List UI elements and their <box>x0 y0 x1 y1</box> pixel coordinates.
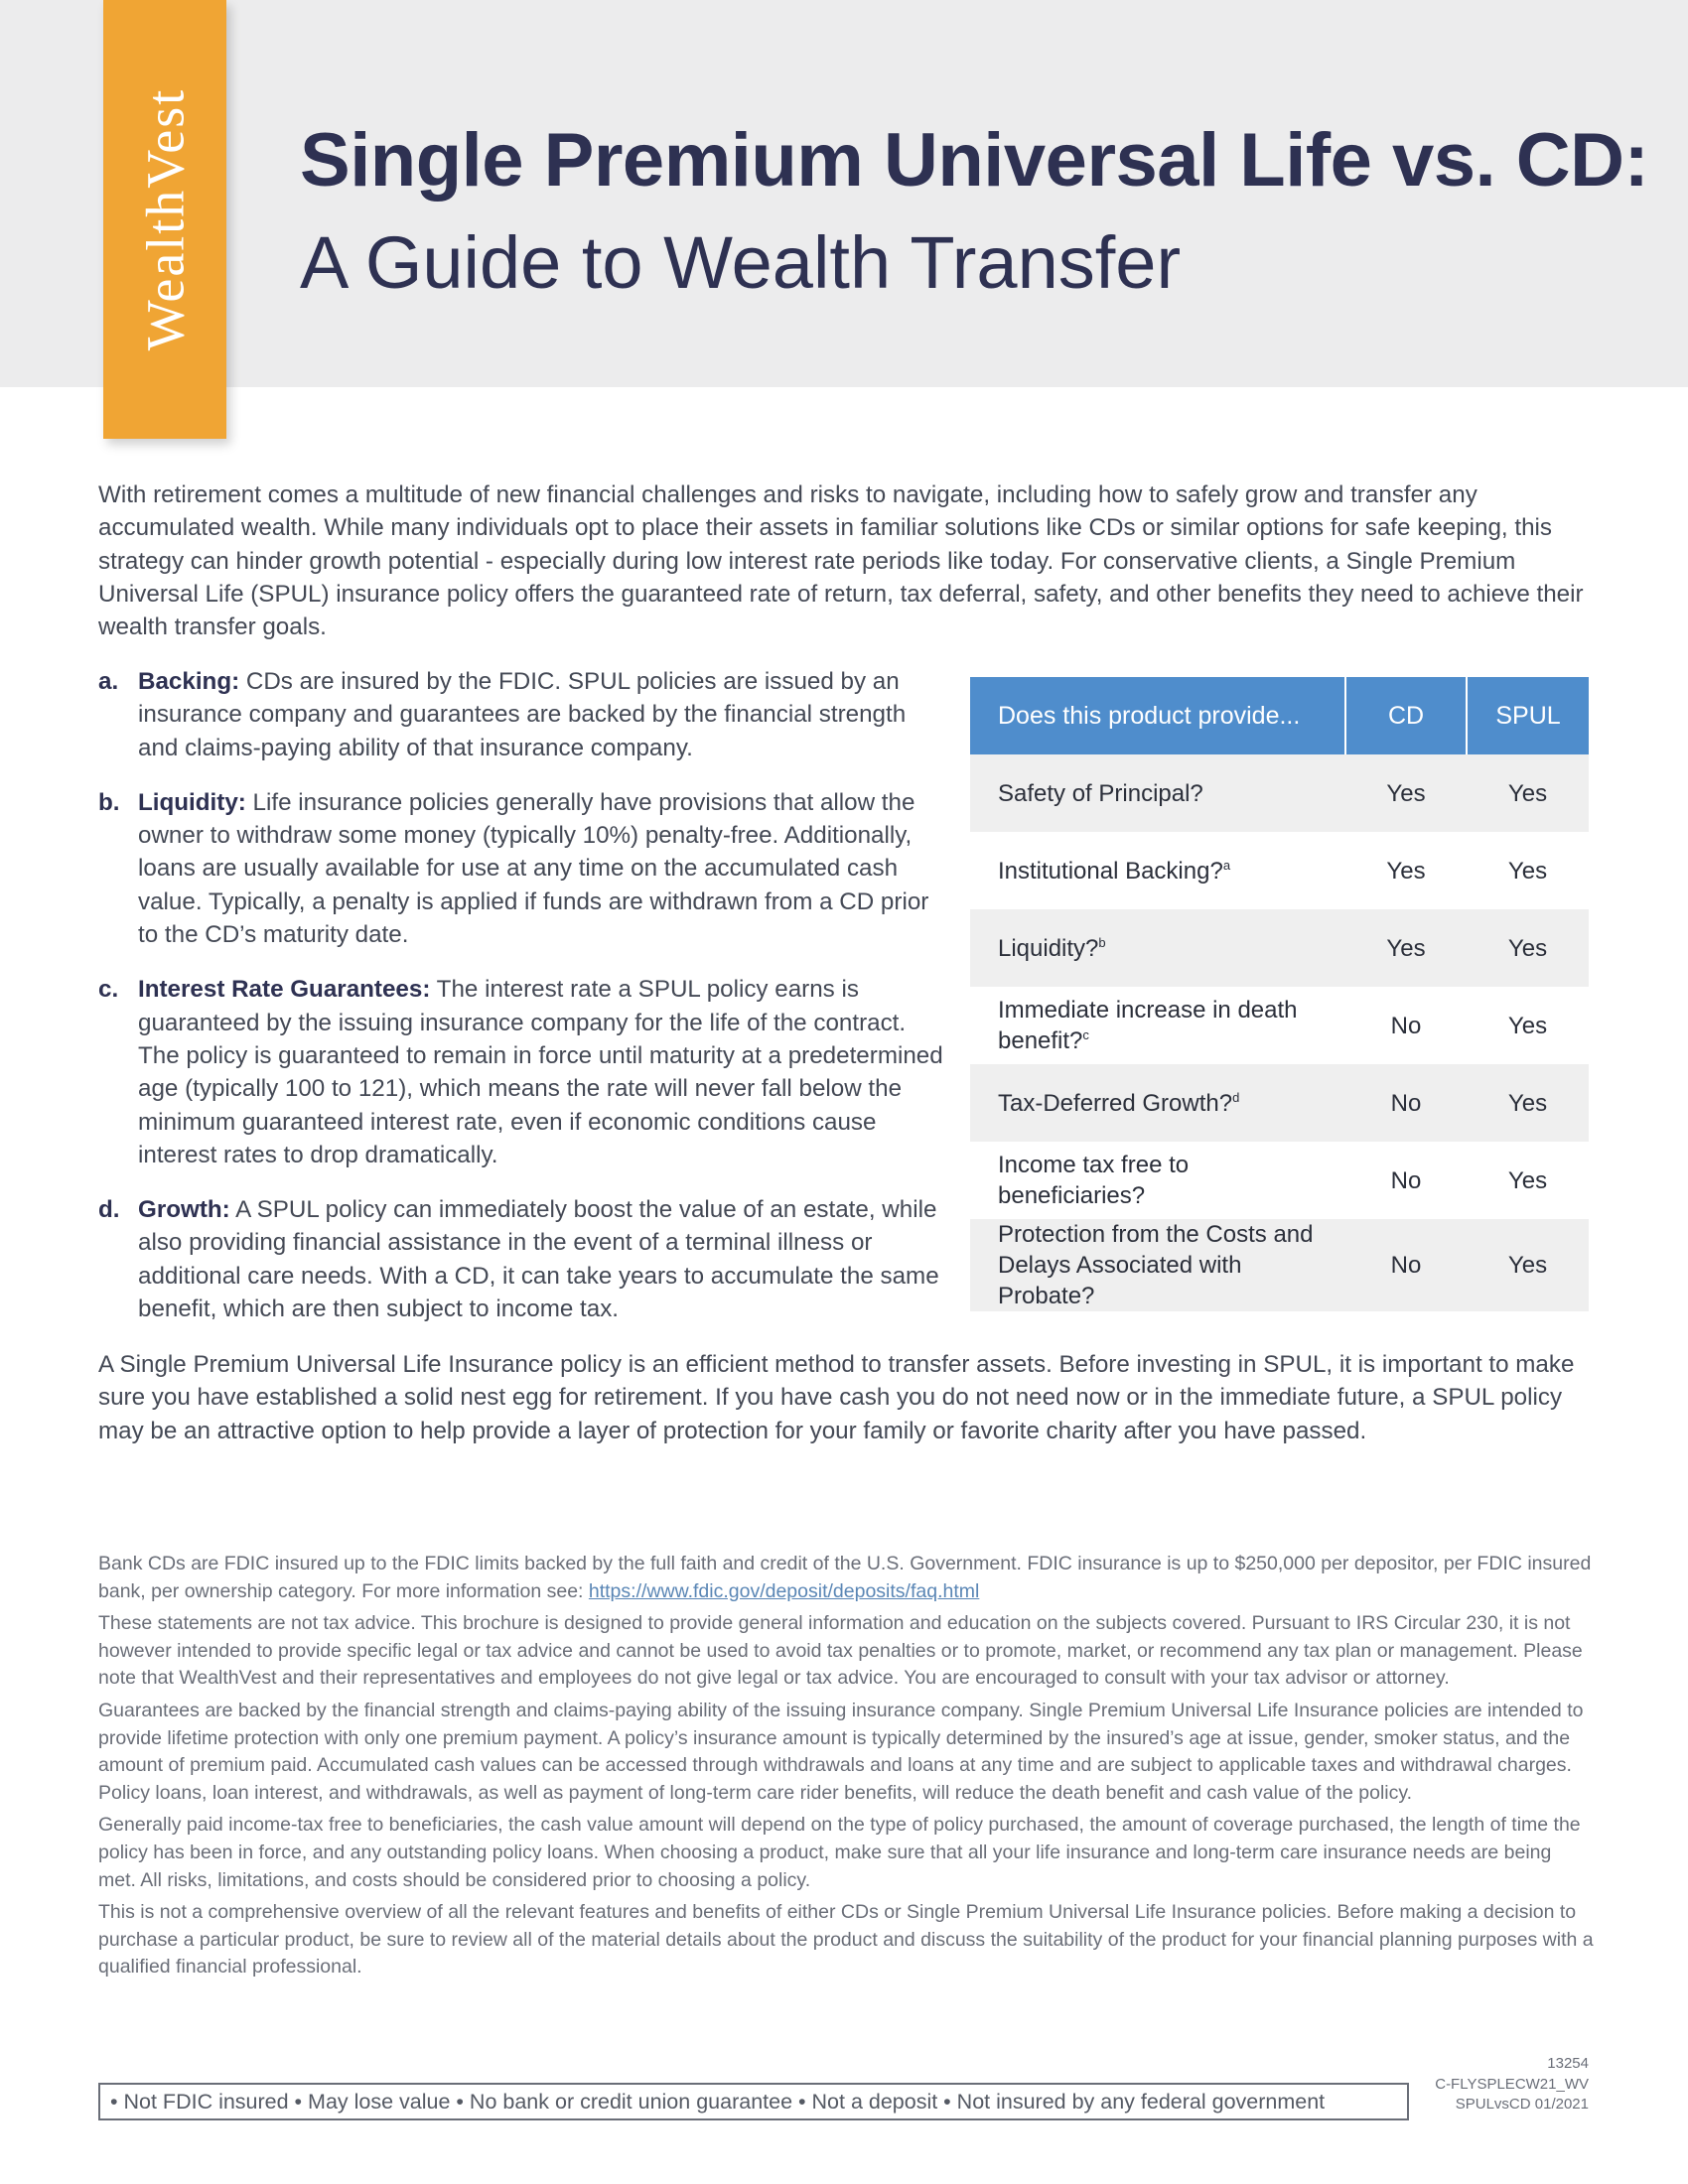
row-question <box>970 987 1345 1064</box>
list-item <box>98 786 948 951</box>
row-question <box>970 832 1345 909</box>
table-row <box>970 1142 1589 1219</box>
footnote-marker: c <box>1082 1027 1089 1042</box>
question-text: Income tax free to beneficiaries? <box>998 1152 1190 1209</box>
spul-value: Yes <box>1507 1012 1548 1039</box>
row-question <box>970 1064 1345 1142</box>
footnote-marker: d <box>1232 1089 1240 1105</box>
spul-value: Yes <box>1507 857 1548 885</box>
closing-paragraph: A Single Premium Universal Life Insurance policy is an efficient method to transfer assets. Before investing in SPUL, it is important to make sure you have established a solid nest egg for retirement. If you have cash you do not need now or in the immediate future, a SPUL policy may be an attractive option to help provide a layer of protection for your family or favorite charity after you have passed. <box>98 1351 1575 1444</box>
list-item-body <box>138 786 948 951</box>
brand-wordmark: WealthVest <box>135 87 195 351</box>
spul-value: Yes <box>1467 1219 1589 1311</box>
question-text: Safety of Principal? <box>998 779 1203 807</box>
question-text: Tax-Deferred Growth? <box>998 1089 1233 1117</box>
spul-value: Yes <box>1507 1166 1548 1194</box>
tax-disclaimer: These statements are not tax advice. This brochure is designed to provide general information and education on the subjects covered. Pursuant to IRS Circular 230, it is not however intended to provide specific legal or tax advice and cannot be used to avoid tax penalties or to promote, market, or recommend any tax plan or management. Please note that WealthVest and their representatives and employees do not give legal or tax advice. You are encouraged to consult with your tax advisor or attorney. <box>98 1612 1583 1690</box>
row-question <box>970 909 1345 987</box>
table-row <box>970 832 1589 909</box>
list-item-lead: Growth: <box>138 1196 230 1224</box>
list-item-lead: Backing: <box>138 668 240 695</box>
list-marker: b. <box>98 788 120 816</box>
overview-disclaimer: This is not a comprehensive overview of all the relevant features and benefits of either CDs or Single Premium Universal Life Insurance policies. Before making a decision to purchase a particular product, be sure to review all of the material details about the product and discuss the suitability of the product for your financial planning purposes with a qualified financial professional. <box>98 1901 1594 1979</box>
intro-paragraph: With retirement comes a multitude of new financial challenges and risks to navigate, including how to safely grow and transfer any accumulated wealth. While many individuals opt to place their assets in familiar solutions like CDs or similar options for safe keeping, this strategy can hinder growth potential - especially during low interest rate periods like today. For conservative clients, a Single Premium Universal Life (SPUL) insurance policy offers the guaranteed rate of return, tax deferral, safety, and other benefits they need to achieve their wealth transfer goals. <box>98 481 1584 641</box>
cd-value: No <box>1345 1219 1467 1311</box>
page-title: Single Premium Universal Life vs. CD: <box>300 118 1649 203</box>
table-header-row <box>970 677 1589 754</box>
cd-value: Yes <box>1386 857 1426 885</box>
row-question <box>970 754 1345 832</box>
header-cd: CD <box>1345 677 1467 754</box>
brand-logo <box>103 0 226 439</box>
list-item <box>98 973 948 1171</box>
comparison-table <box>970 677 1589 1311</box>
table-row <box>970 987 1589 1064</box>
table-row <box>970 1219 1589 1311</box>
list-marker: d. <box>98 1196 120 1224</box>
header-spul: SPUL <box>1467 677 1589 754</box>
list-marker: a. <box>98 668 119 695</box>
list-item-text: CDs are insured by the FDIC. SPUL policies are issued by an insurance company and guarantees are backed by the financial strength and claims-paying ability of that insurance company. <box>138 668 907 761</box>
header-question: Does this product provide... <box>970 677 1345 754</box>
list-item-lead: Interest Rate Guarantees: <box>138 976 431 1004</box>
table-row <box>970 1064 1589 1142</box>
benefit-list <box>98 665 948 1347</box>
page-subtitle: A Guide to Wealth Transfer <box>300 221 1182 304</box>
question-text: Protection from the Costs and Delays Associated with Probate? <box>998 1221 1314 1309</box>
footer-notice <box>98 2083 1409 2120</box>
fdic-disclaimer <box>98 1551 1594 1605</box>
table-row <box>970 909 1589 987</box>
footnote-marker: a <box>1222 857 1231 873</box>
spul-value: Yes <box>1467 754 1589 832</box>
spul-value: Yes <box>1467 909 1589 987</box>
code-number: 13254 <box>1547 2055 1589 2072</box>
disclaimers <box>98 1551 1594 1986</box>
question-text: Institutional Backing? <box>998 857 1223 885</box>
row-question <box>970 1219 1345 1311</box>
table-row <box>970 754 1589 832</box>
fdic-faq-link[interactable]: https://www.fdic.gov/deposit/deposits/faq.html <box>588 1579 980 1602</box>
cd-value: Yes <box>1345 909 1467 987</box>
income-tax-disclaimer: Generally paid income-tax free to beneficiaries, the cash value amount will depend on the type of policy purchased, the amount of coverage purchased, the length of time the policy has been in force, and any outstanding policy loans. When choosing a product, make sure that all your life insurance and long-term care insurance needs are being met. All risks, limitations, and costs should be considered prior to choosing a policy. <box>98 1814 1581 1891</box>
cd-value: Yes <box>1345 754 1467 832</box>
list-item <box>98 665 948 764</box>
list-item-lead: Liquidity: <box>138 788 246 816</box>
list-item-text: Life insurance policies generally have provisions that allow the owner to withdraw some money (typically 10%) penalty-free. Additionally, loans are usually available for use at any time on the accumulated cash value. Typically, a penalty is applied if funds are withdrawn from a CD prior to the CD’s maturity date. <box>138 788 929 949</box>
code-line-2: C-FLYSPLECW21_WV <box>1435 2075 1589 2093</box>
guarantees-disclaimer: Guarantees are backed by the financial strength and claims-paying ability of the issuing insurance company. Single Premium Universal Life Insurance policies are intended to provide lifetime protection with only one premium payment. A policy’s insurance amount is typically determined by the insured’s age at issue, gender, smoker status, and the amount of premium paid. Accumulated cash values can be accessed through withdrawals and loans at any time and are subject to applicable taxes and withdrawal charges. Policy loans, loan interest, and withdrawals, as well as payment of long-term care rider benefits, will reduce the death benefit and cash value of the policy. <box>98 1699 1584 1804</box>
row-question <box>970 1142 1345 1219</box>
list-marker: c. <box>98 976 119 1004</box>
list-item-text: The interest rate a SPUL policy earns is guaranteed by the issuing insurance company for the life of the contract. The policy is guaranteed to remain in force until maturity at a predetermined age (typically 100 to 121), which means the rate will never fall below the minimum guaranteed interest rate, even if economic conditions cause interest rates to drop dramatically. <box>138 976 943 1168</box>
list-item-body <box>138 665 948 764</box>
fdic-text: Bank CDs are FDIC insured up to the FDIC limits backed by the full faith and credit of the U.S. Government. FDIC insurance is up to $250,000 per depositor, per FDIC insured bank, per ownership category. For more information see: <box>98 1553 1592 1602</box>
footer-notice-text: • Not FDIC insured • May lose value • No bank or credit union guarantee • Not a deposit • Not insured by any federal government <box>110 2089 1326 2114</box>
footnote-marker: b <box>1098 934 1106 950</box>
question-text: Immediate increase in death benefit? <box>998 997 1298 1054</box>
list-item-text: A SPUL policy can immediately boost the value of an estate, while also providing financial assistance in the event of a terminal illness or additional care needs. With a CD, it can take years to accumulate the same benefit, which are then subject to income tax. <box>138 1196 939 1323</box>
list-item <box>98 1193 948 1325</box>
document-code <box>1435 2054 1589 2116</box>
cd-value: No <box>1345 1064 1467 1142</box>
list-item-body <box>138 1193 948 1325</box>
list-item-body <box>138 973 948 1171</box>
cd-value: No <box>1390 1166 1422 1194</box>
question-text: Liquidity? <box>998 934 1099 962</box>
code-line-3: SPULvsCD 01/2021 <box>1455 2096 1589 2113</box>
spul-value: Yes <box>1467 1064 1589 1142</box>
cd-value: No <box>1390 1012 1422 1039</box>
